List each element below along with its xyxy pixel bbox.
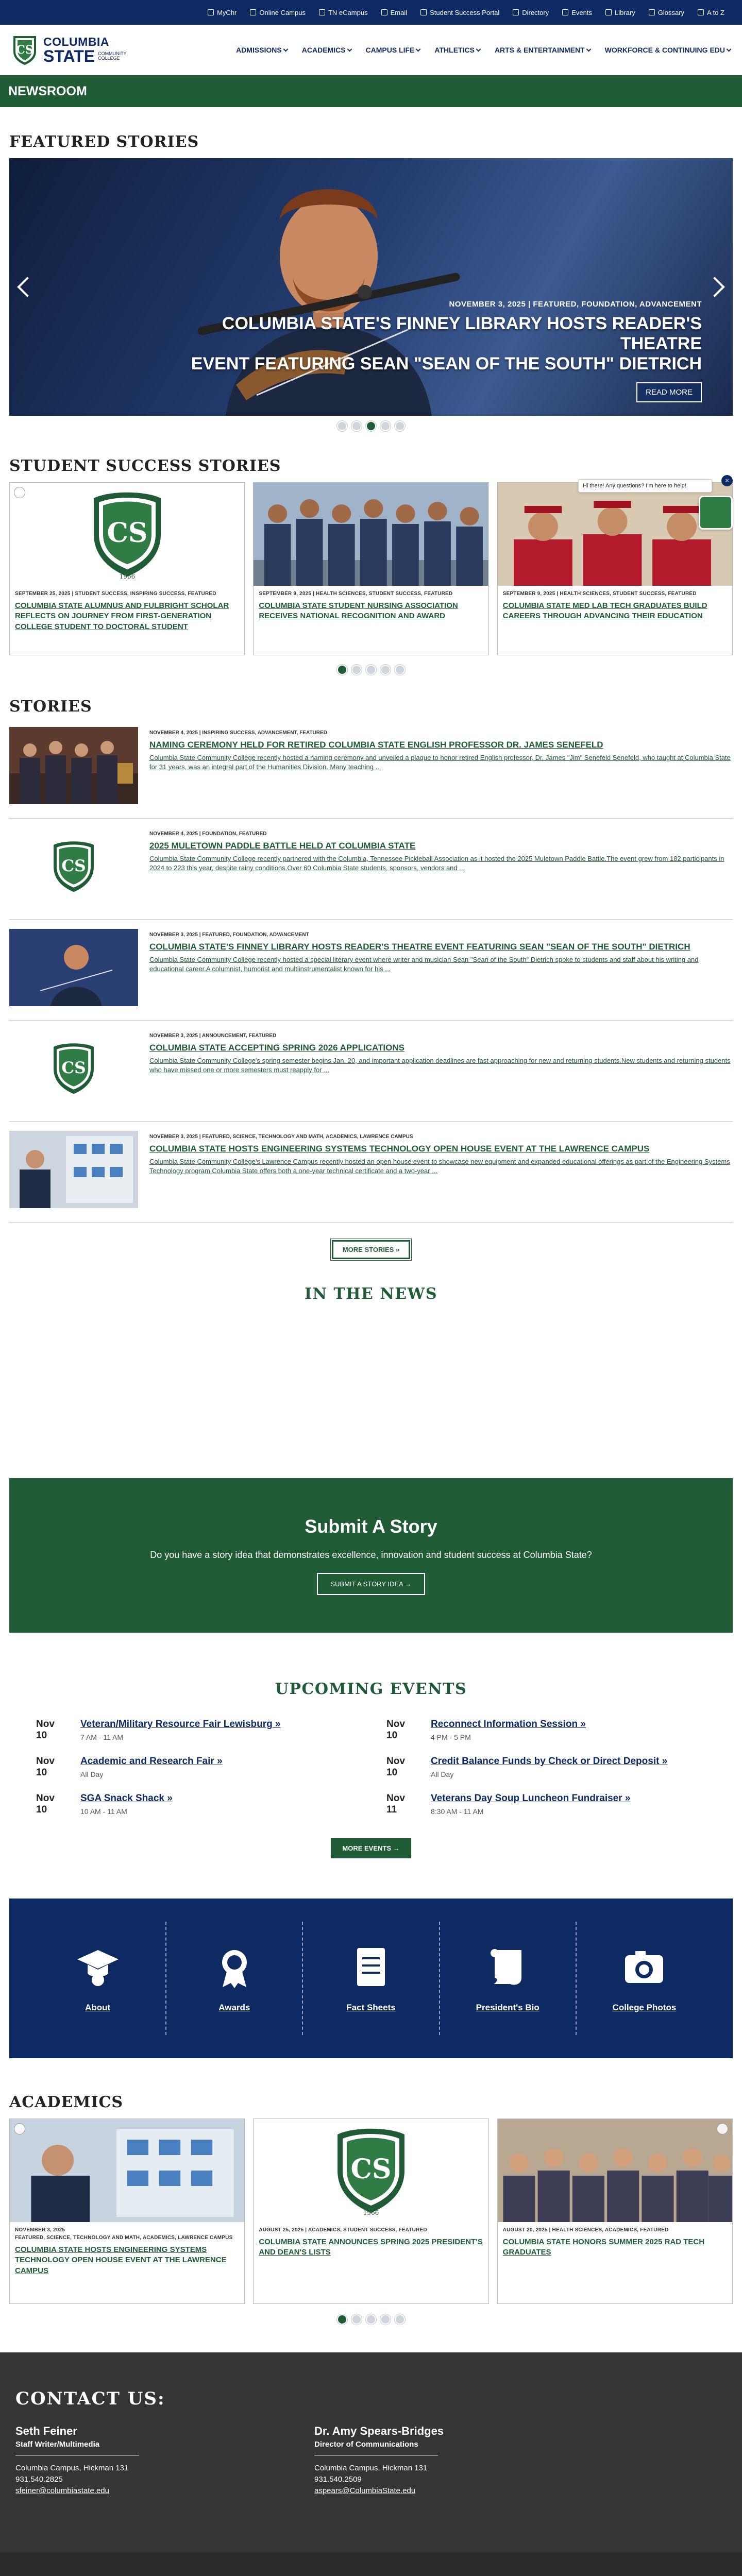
college-logo[interactable]	[11, 34, 127, 66]
story-title-link[interactable]: COLUMBIA STATE'S FINNEY LIBRARY HOSTS READER'S THEATRE EVENT FEATURING SEAN "SEAN OF THE SOUTH" DIETRICH	[149, 942, 690, 952]
more-events-label: MORE EVENTS	[342, 1844, 391, 1852]
directory-icon	[513, 9, 519, 15]
nursing-group-photo	[254, 483, 488, 586]
nav-item[interactable]	[366, 46, 420, 54]
quick-fact-link[interactable]	[577, 1922, 712, 2035]
card-meta: AUGUST 20, 2025 | HEALTH SCIENCES, ACADEMICS, FEATURED	[502, 2227, 669, 2233]
award-ribbon-icon	[211, 1944, 258, 1990]
card-title-link[interactable]: COLUMBIA STATE HOSTS ENGINEERING SYSTEMS TECHNOLOGY OPEN HOUSE EVENT AT THE LAWRENCE CAMPUS	[15, 2245, 227, 2275]
academics-carousel-dots	[9, 2304, 733, 2352]
graduates-photo	[498, 483, 732, 586]
utility-link-label: Events	[571, 8, 592, 16]
nav-item-label: ACADEMICS	[301, 46, 346, 54]
utility-link[interactable]	[605, 9, 635, 16]
main-nav	[236, 46, 731, 54]
read-more-button[interactable]: READ MORE	[636, 382, 702, 402]
carousel-dot[interactable]	[337, 2314, 347, 2325]
submit-story-section	[9, 1478, 733, 1633]
submit-story-button[interactable]: SUBMIT A STORY IDEA →	[317, 1573, 425, 1595]
carousel-dot[interactable]	[351, 421, 362, 431]
academics-heading: ACADEMICS	[9, 2093, 124, 2111]
nav-item[interactable]	[495, 46, 591, 54]
card-image	[254, 483, 488, 586]
event-title-label: Veterans Day Soup Luncheon Fundraiser	[431, 1793, 622, 1804]
story-meta: NOVEMBER 3, 2025 | FEATURED, SCIENCE, TECHNOLOGY AND MATH, ACADEMICS, LAWRENCE CAMPUS	[149, 1134, 413, 1140]
event-time: 4 PM - 5 PM	[431, 1733, 471, 1741]
success-card[interactable]	[497, 482, 733, 655]
event-time: All Day	[431, 1770, 454, 1778]
card-image	[498, 483, 732, 586]
chevron-down-icon	[283, 46, 288, 52]
card-meta: SEPTEMBER 9, 2025 | HEALTH SCIENCES, STUDENT SUCCESS, FEATURED	[259, 591, 453, 597]
event-item	[386, 1756, 706, 1778]
carousel-dot[interactable]	[380, 665, 391, 675]
student-success-carousel	[9, 477, 733, 655]
event-title-link[interactable]: Veteran/Military Resource Fair Lewisburg »	[80, 1719, 281, 1730]
card-image	[10, 2119, 244, 2222]
quick-fact-label: College Photos	[612, 2003, 677, 2012]
more-stories-button[interactable]: MORE STORIES »	[332, 1240, 410, 1259]
success-carousel-dots	[9, 655, 733, 680]
contact-location: Columbia Campus, Hickman 131	[314, 2464, 428, 2472]
story-item	[9, 920, 733, 1021]
contact-title: Director of Communications	[314, 2440, 438, 2455]
academics-prev-button[interactable]	[14, 2123, 25, 2134]
svg-text:CS: CS	[350, 2154, 392, 2185]
carousel-dot[interactable]	[395, 665, 405, 675]
logo-state: STATE	[43, 46, 95, 65]
utility-link[interactable]	[250, 9, 306, 16]
card-date: NOVEMBER 3, 2025	[15, 2227, 65, 2233]
event-time: 7 AM - 11 AM	[80, 1733, 123, 1741]
more-events-button[interactable]: MORE EVENTS →	[331, 1838, 411, 1858]
book-icon	[605, 9, 612, 15]
stories-list	[9, 718, 733, 1223]
event-title-link[interactable]: SGA Snack Shack »	[80, 1793, 173, 1804]
svg-text:CS: CS	[61, 857, 86, 875]
camera-icon	[621, 1944, 667, 1990]
featured-heading: FEATURED STORIES	[9, 133, 199, 151]
carousel-next-button[interactable]	[702, 158, 733, 416]
event-title-label: Academic and Research Fair	[80, 1756, 214, 1767]
contact-email-link[interactable]: aspears@ColumbiaState.edu	[314, 2486, 416, 2495]
story-title-link[interactable]: NAMING CEREMONY HELD FOR RETIRED COLUMBIA STATE ENGLISH PROFESSOR DR. JAMES SENEFELD	[149, 740, 603, 750]
logo-cc-line1: COMMUNITY	[98, 50, 127, 56]
svg-text:1966: 1966	[363, 2209, 379, 2216]
contact-name: Seth Feiner	[15, 2425, 77, 2437]
submit-title: Submit A Story	[305, 1516, 437, 1537]
story-excerpt-link[interactable]: Columbia State Community College recently hosted a naming ceremony and unveiled a plaque to honor retired English professor, Dr. James "Jim" Senefeld Senefeld, who taught at Columbia State for 31 years, was an integral part of the Humanities Division. Many teaching ...	[149, 754, 731, 771]
globe-icon	[319, 9, 325, 15]
academics-card[interactable]	[9, 2119, 245, 2304]
story-item	[9, 819, 733, 920]
quick-fact-link[interactable]	[30, 1922, 166, 2035]
contact-phone[interactable]: 931.540.2509	[314, 2475, 362, 2484]
quick-fact-link[interactable]	[303, 1922, 440, 2035]
event-date: Nov 10	[36, 1756, 55, 1778]
svg-text:CS: CS	[61, 1059, 86, 1077]
card-carousel-prev-button[interactable]	[14, 487, 25, 498]
story-meta: NOVEMBER 4, 2025 | FOUNDATION, FEATURED	[149, 831, 267, 837]
scroll-icon	[484, 1944, 531, 1990]
card-meta: SEPTEMBER 25, 2025 | STUDENT SUCCESS, INSPIRING SUCCESS, FEATURED	[15, 591, 216, 597]
carousel-dot[interactable]	[366, 421, 376, 431]
story-thumbnail[interactable]	[9, 929, 138, 1006]
page-title: NEWSROOM	[8, 83, 87, 98]
contact-name: Dr. Amy Spears-Bridges	[314, 2425, 444, 2437]
story-excerpt-link[interactable]: Columbia State Community College's Lawrence Campus recently hosted an open house event to showcase new equipment and expanded educational offerings as part of the Engineering Systems Technology program.Columbia State offers both a one-year technical certificate and a two-year ...	[149, 1158, 730, 1175]
in-the-news-heading: IN THE NEWS	[304, 1285, 438, 1303]
chevron-left-icon	[17, 277, 38, 297]
card-image	[498, 2119, 732, 2222]
event-title-link[interactable]: Credit Balance Funds by Check or Direct Deposit »	[431, 1756, 668, 1767]
story-item	[9, 718, 733, 819]
portal-icon	[420, 9, 427, 15]
stories-heading: STORIES	[9, 698, 92, 716]
engineering-photo	[10, 2119, 244, 2222]
event-item	[36, 1756, 356, 1778]
event-item	[386, 1719, 706, 1741]
mail-icon	[381, 9, 387, 15]
events-grid	[36, 1719, 706, 1816]
card-title-link[interactable]: COLUMBIA STATE ANNOUNCES SPRING 2025 PRESIDENT'S AND DEAN'S LISTS	[259, 2238, 483, 2257]
carousel-dot[interactable]	[366, 665, 376, 675]
utility-link[interactable]	[649, 9, 684, 16]
success-card[interactable]	[253, 482, 488, 655]
site-footer	[0, 2552, 742, 2576]
submit-text: Do you have a story idea that demonstrates excellence, innovation and student success at Columbia State?	[150, 1550, 592, 1560]
nav-item[interactable]	[302, 46, 351, 54]
chevron-down-icon	[476, 46, 481, 52]
rad-tech-graduates-photo	[498, 2119, 732, 2222]
event-time: 10 AM - 11 AM	[80, 1807, 127, 1816]
academics-next-button[interactable]	[717, 2123, 728, 2134]
contact-people	[15, 2425, 727, 2496]
featured-carousel-dots	[9, 416, 733, 436]
contact-email-link[interactable]: sfeiner@columbiastate.edu	[15, 2486, 109, 2495]
carousel-prev-button[interactable]	[9, 158, 40, 416]
carousel-dot[interactable]	[351, 665, 362, 675]
contact-title: Staff Writer/Multimedia	[15, 2440, 139, 2455]
featured-carousel[interactable]	[9, 158, 733, 416]
event-date: Nov 10	[386, 1719, 405, 1741]
svg-text:CS: CS	[16, 43, 33, 57]
logo-cc-line2: COLLEGE	[98, 55, 120, 61]
utility-bar	[0, 0, 742, 25]
nav-item[interactable]	[236, 46, 288, 54]
monitor-icon	[250, 9, 256, 15]
event-title-link[interactable]: Reconnect Information Session »	[431, 1719, 586, 1730]
newsroom-banner	[0, 75, 742, 107]
hero-title	[187, 314, 702, 374]
quick-fact-link[interactable]	[440, 1922, 577, 2035]
calendar-icon	[562, 9, 568, 15]
utility-link-label: MyChr	[217, 8, 237, 16]
story-title-link[interactable]: COLUMBIA STATE ACCEPTING SPRING 2026 APPLICATIONS	[149, 1043, 404, 1053]
chat-close-button[interactable]: ×	[721, 475, 733, 486]
nav-item-label: WORKFORCE & CONTINUING EDU	[604, 46, 725, 54]
chat-bubble[interactable]: Hi there! Any questions? I'm here to help!	[578, 479, 712, 493]
event-title-label: Reconnect Information Session	[431, 1719, 578, 1730]
question-icon	[649, 9, 655, 15]
utility-link[interactable]	[381, 9, 408, 16]
utility-link[interactable]	[208, 9, 237, 16]
story-title-link[interactable]: 2025 MULETOWN PADDLE BATTLE HELD AT COLUMBIA STATE	[149, 841, 416, 851]
utility-link-label: Directory	[522, 8, 549, 16]
event-item	[36, 1719, 356, 1741]
hero-meta: NOVEMBER 3, 2025 | FEATURED, FOUNDATION, ADVANCEMENT	[449, 299, 702, 309]
hero-title-line2: EVENT FEATURING SEAN "SEAN OF THE SOUTH" DIETRICH	[191, 353, 702, 374]
quick-fact-label: Fact Sheets	[346, 2003, 396, 2012]
event-item	[36, 1793, 356, 1816]
carousel-dot[interactable]	[380, 2314, 391, 2325]
academics-card[interactable]	[497, 2119, 733, 2304]
story-excerpt-link[interactable]: Columbia State Community College recently partnered with the Columbia, Tennessee Pickleball Association as it hosted the 2025 Muletown Paddle Battle.The event grew from 182 participants in 2024 to 223 this year, despite rainy conditions.Over 60 Columbia State students, sponsors, vendors and ...	[149, 855, 724, 872]
logo-wordmark-top: COLUMBIA	[43, 35, 109, 48]
main-header	[0, 25, 742, 75]
card-meta: SEPTEMBER 9, 2025 | HEALTH SCIENCES, STUDENT SUCCESS, FEATURED	[502, 591, 697, 597]
nav-item-label: ATHLETICS	[434, 46, 475, 54]
story-thumbnail[interactable]	[9, 828, 138, 905]
utility-link-label: Online Campus	[259, 8, 306, 16]
college-seal-icon	[332, 2124, 410, 2217]
chat-widget	[578, 475, 733, 493]
nav-item-label: ADMISSIONS	[236, 46, 282, 54]
story-excerpt-link[interactable]: Columbia State Community College recently hosted a special literary event where writer and musician Sean "Sean of the South" Dietrich spoke to students and staff about his writing and educational career.A columnist, humorist and multiinstrumentalist known for his ...	[149, 956, 699, 973]
story-thumbnail[interactable]	[9, 1030, 138, 1107]
event-date: Nov 10	[36, 1793, 55, 1815]
event-title-link[interactable]: Academic and Research Fair »	[80, 1756, 223, 1767]
hero-caption	[187, 300, 702, 402]
academics-carousel	[9, 2119, 733, 2304]
chevron-down-icon	[586, 46, 591, 52]
contact-location: Columbia Campus, Hickman 131	[15, 2464, 129, 2472]
contact-phone[interactable]: 931.540.2825	[15, 2475, 63, 2484]
more-stories-label: MORE STORIES	[342, 1246, 394, 1253]
event-title-label: Credit Balance Funds by Check or Direct Deposit	[431, 1756, 660, 1767]
logo-community-college	[98, 52, 127, 61]
carousel-dot[interactable]	[380, 421, 391, 431]
contact-heading: CONTACT US:	[15, 2388, 165, 2409]
chevron-down-icon	[416, 46, 421, 52]
svg-text:CS: CS	[107, 517, 148, 549]
carousel-dot[interactable]	[351, 2314, 362, 2325]
card-title-link[interactable]: COLUMBIA STATE MED LAB TECH GRADUATES BUILD CAREERS THROUGH ADVANCING THEIR EDUCATION	[502, 601, 707, 621]
submit-story-label: SUBMIT A STORY IDEA	[330, 1580, 403, 1588]
event-title-link[interactable]: Veterans Day Soup Luncheon Fundraiser »	[431, 1793, 631, 1804]
card-meta: FEATURED, SCIENCE, TECHNOLOGY AND MATH, ACADEMICS, LAWRENCE CAMPUS	[15, 2235, 233, 2241]
story-meta: NOVEMBER 4, 2025 | INSPIRING SUCCESS, ADVANCEMENT, FEATURED	[149, 730, 327, 736]
event-time: All Day	[80, 1770, 104, 1778]
quick-facts-band	[9, 1899, 733, 2058]
quick-fact-label: Awards	[218, 2003, 250, 2012]
carousel-dot[interactable]	[337, 421, 347, 431]
story-title-link[interactable]: COLUMBIA STATE HOSTS ENGINEERING SYSTEMS TECHNOLOGY OPEN HOUSE EVENT AT THE LAWRENCE CAMPUS	[149, 1144, 650, 1154]
card-meta: AUGUST 25, 2025 | ACADEMICS, STUDENT SUCCESS, FEATURED	[259, 2227, 427, 2233]
utility-link[interactable]	[513, 9, 549, 16]
story-item	[9, 1021, 733, 1122]
utility-link[interactable]	[420, 9, 499, 16]
utility-link-label: A to Z	[707, 8, 724, 16]
shield-logo-icon	[11, 34, 38, 66]
utility-link[interactable]	[562, 9, 592, 16]
nav-item[interactable]	[434, 46, 480, 54]
card-title-link[interactable]: COLUMBIA STATE HONORS SUMMER 2025 RAD TECH GRADUATES	[502, 2238, 705, 2257]
utility-link-label: Student Success Portal	[430, 8, 500, 16]
quick-fact-link[interactable]	[166, 1922, 303, 2035]
card-title-link[interactable]: COLUMBIA STATE STUDENT NURSING ASSOCIATION RECEIVES NATIONAL RECOGNITION AND AWARD	[259, 601, 458, 621]
quick-fact-label: About	[85, 2003, 111, 2012]
carousel-dot[interactable]	[395, 2314, 405, 2325]
contact-person	[15, 2425, 139, 2496]
mychr-icon	[208, 9, 214, 15]
event-item	[386, 1793, 706, 1816]
nav-item[interactable]	[605, 46, 731, 54]
story-thumbnail[interactable]	[9, 727, 138, 804]
utility-link-label: Email	[390, 8, 408, 16]
quick-fact-label: President's Bio	[476, 2003, 539, 2012]
carousel-dot[interactable]	[366, 2314, 376, 2325]
student-success-heading: STUDENT SUCCESS STORIES	[9, 457, 281, 475]
card-image	[254, 2119, 488, 2222]
contact-section	[0, 2352, 742, 2552]
event-title-label: SGA Snack Shack	[80, 1793, 164, 1804]
success-card[interactable]	[9, 482, 245, 655]
chevron-down-icon	[727, 46, 732, 52]
utility-link-label: TN eCampus	[328, 8, 368, 16]
story-meta: NOVEMBER 3, 2025 | ANNOUNCEMENT, FEATURED	[149, 1033, 277, 1039]
story-excerpt-link[interactable]: Columbia State Community College's spring semester begins Jan. 20, and important application deadlines are fast approaching for new and returning students.New students and returning students who have missed one or more semesters must reapply for ...	[149, 1057, 731, 1074]
event-title-label: Veteran/Military Resource Fair Lewisburg	[80, 1719, 273, 1730]
graduate-icon	[75, 1944, 121, 1990]
carousel-dot[interactable]	[395, 421, 405, 431]
event-date: Nov 10	[36, 1719, 55, 1741]
logo-wordmark-bottom	[43, 48, 127, 64]
document-icon	[348, 1944, 394, 1990]
chevron-right-icon	[704, 277, 725, 297]
card-title-link[interactable]: COLUMBIA STATE ALUMNUS AND FULBRIGHT SCHOLAR REFLECTS ON JOURNEY FROM FIRST-GENERATION COLLEGE STUDENT TO DOCTORAL STUDENT	[15, 601, 229, 631]
svg-text:1966: 1966	[119, 573, 135, 580]
event-date: Nov 11	[386, 1793, 405, 1815]
contact-person	[314, 2425, 444, 2496]
card-image	[10, 483, 244, 586]
story-thumbnail[interactable]	[9, 1131, 138, 1208]
hero-title-line1: COLUMBIA STATE'S FINNEY LIBRARY HOSTS READER'S THEATRE	[222, 313, 702, 353]
college-seal-icon	[89, 488, 166, 581]
nav-item-label: CAMPUS LIFE	[365, 46, 415, 54]
story-item	[9, 1122, 733, 1223]
event-time: 8:30 AM - 11 AM	[431, 1807, 484, 1816]
utility-link-label: Library	[614, 8, 635, 16]
list-icon	[698, 9, 704, 15]
nav-item-label: ARTS & ENTERTAINMENT	[494, 46, 585, 54]
utility-link[interactable]	[698, 9, 724, 16]
event-date: Nov 10	[386, 1756, 405, 1778]
upcoming-events-heading: UPCOMING EVENTS	[275, 1680, 467, 1698]
utility-link-label: Glossary	[657, 8, 685, 16]
story-meta: NOVEMBER 3, 2025 | FEATURED, FOUNDATION, ADVANCEMENT	[149, 932, 309, 938]
carousel-dot[interactable]	[337, 665, 347, 675]
chevron-down-icon	[347, 46, 352, 52]
academics-card[interactable]	[253, 2119, 488, 2304]
chat-avatar[interactable]	[699, 496, 733, 530]
utility-link[interactable]	[319, 9, 368, 16]
